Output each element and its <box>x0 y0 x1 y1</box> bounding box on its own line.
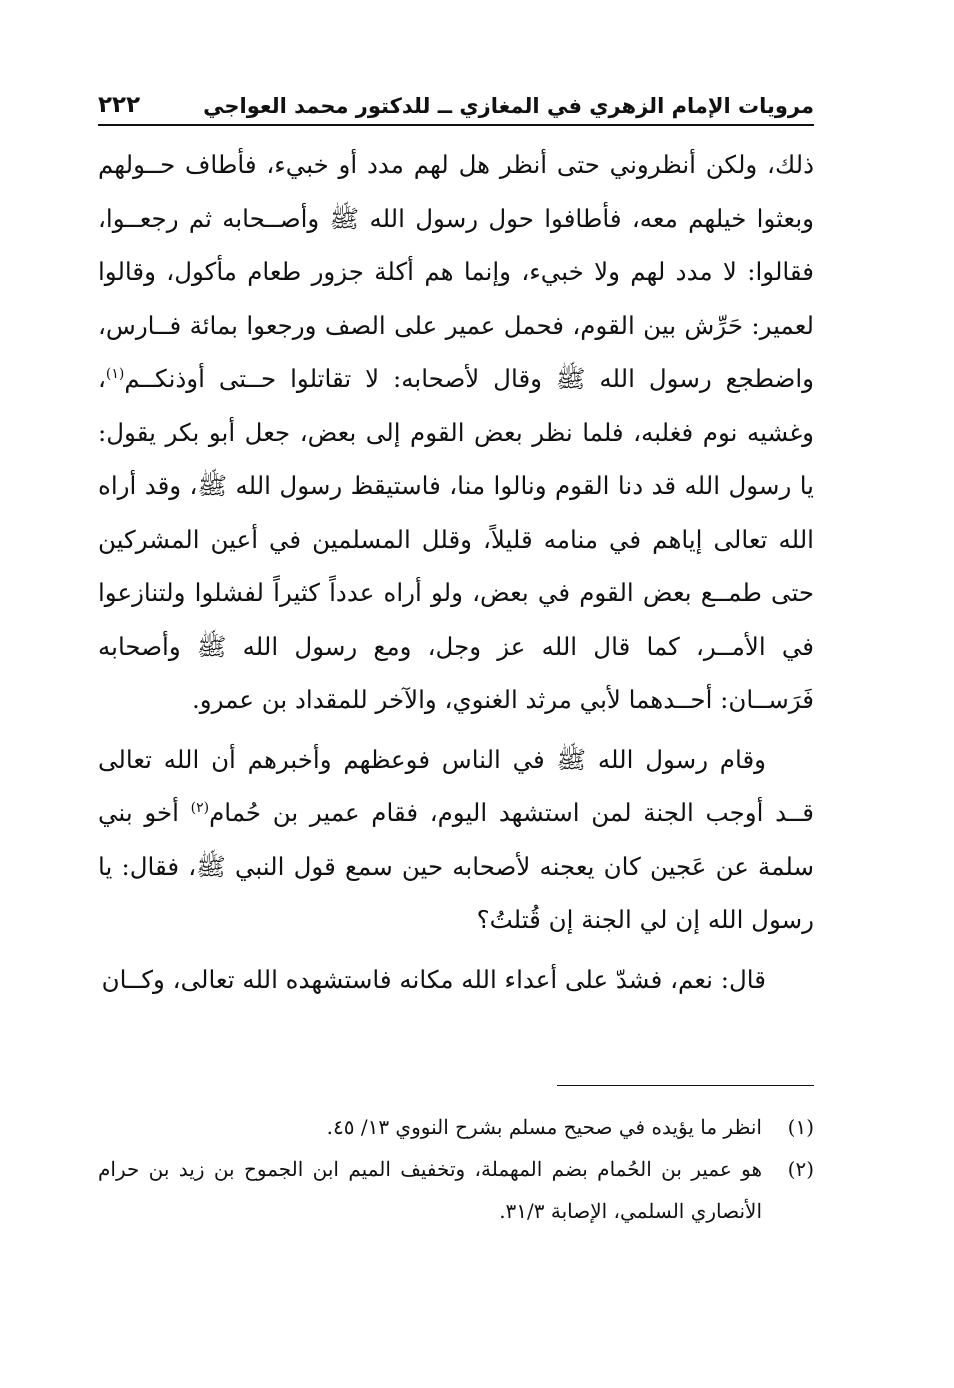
footnote-text: هو عمير بن الحُمام بضم المهملة، وتخفيف الميم ابن الجموح بن زيد بن حرام الأنصاري السلمي، الإصابة ٣١/٣. <box>98 1157 762 1223</box>
running-header <box>98 82 814 118</box>
footnote-number: (٢) <box>787 1157 814 1181</box>
footnote-ref-1: (١) <box>105 365 125 382</box>
paragraph-1-text-a: ذلك، ولكن أنظروني حتى أنظر هل لهم مدد أو خبيء، فأطاف حــولهم وبعثوا خيلهم معه، فأطافوا حول رسول الله ﷺ وأصــحابه ثم رجعــوا، فقالوا: لا مدد لهم ولا خبيء، وإنما هم أكلة جزور طعام مأكول، وقالوا لعمير: حَرِّش بين القوم، فحمل عمير على الصف ورجعوا بمائة فــارس، واضطجع رسول الله ﷺ وقال لأصحابه: لا تقاتلوا حــتى أوذنكــم <box>98 150 814 393</box>
footnote-1 <box>98 1106 814 1148</box>
header-title: مرويات الإمام الزهري في المغازي ــ للدكتور محمد العواجي <box>203 94 814 118</box>
page-number: ٢٢٢ <box>98 92 141 118</box>
paragraph-2-text-b: أخو بني سلمة عن عَجين كان يعجنه لأصحابه حين سمع قول النبي ﷺ، فقال: يا رسول الله إن لي الجنة إن قُتلتُ؟ <box>98 798 814 934</box>
body-text <box>98 138 814 1006</box>
footnote-ref-2: (٢) <box>190 799 210 816</box>
footnotes <box>98 1106 814 1232</box>
header-divider <box>98 124 814 126</box>
footnote-number: (١) <box>787 1115 814 1139</box>
paragraph-3: قال: نعم، فشدّ على أعداء الله مكانه فاستشهده الله تعالى، وكــان <box>101 964 766 994</box>
paragraph-1-text-b: ، وغشيه نوم فغلبه، فلما نظر بعض القوم إلى بعض، جعل أبو بكر يقول: يا رسول الله قد دنا القوم ونالوا منا، فاستيقظ رسول الله ﷺ، وقد أراه الله تعالى إياهم في منامه قليلاً، وقلل المسلمين في أعين المشركين حتى طمــع بعض القوم في بعض، ولو أراه عدداً كثيراً لفشلوا ولتنازعوا في الأمــر، كما قال الله عز وجل، ومع رسول الله ﷺ وأصحابه فَرَســان: أحــدهما لأبي مرثد الغنوي، والآخر للمقداد بن عمرو. <box>98 364 814 714</box>
paragraph-2-text-a: وقام رسول الله ﷺ في الناس فوعظهم وأخبرهم أن الله تعالى قــد أوجب الجنة لمن استشهد اليوم، فقام عمير بن حُمام <box>98 744 814 827</box>
paragraph-2 <box>98 733 814 947</box>
footnote-divider <box>557 1085 814 1086</box>
footnote-2 <box>98 1148 814 1232</box>
paragraph-1 <box>98 138 814 727</box>
footnote-text: انظر ما يؤيده في صحيح مسلم بشرح النووي ١٣/ ٤٥. <box>326 1115 762 1139</box>
